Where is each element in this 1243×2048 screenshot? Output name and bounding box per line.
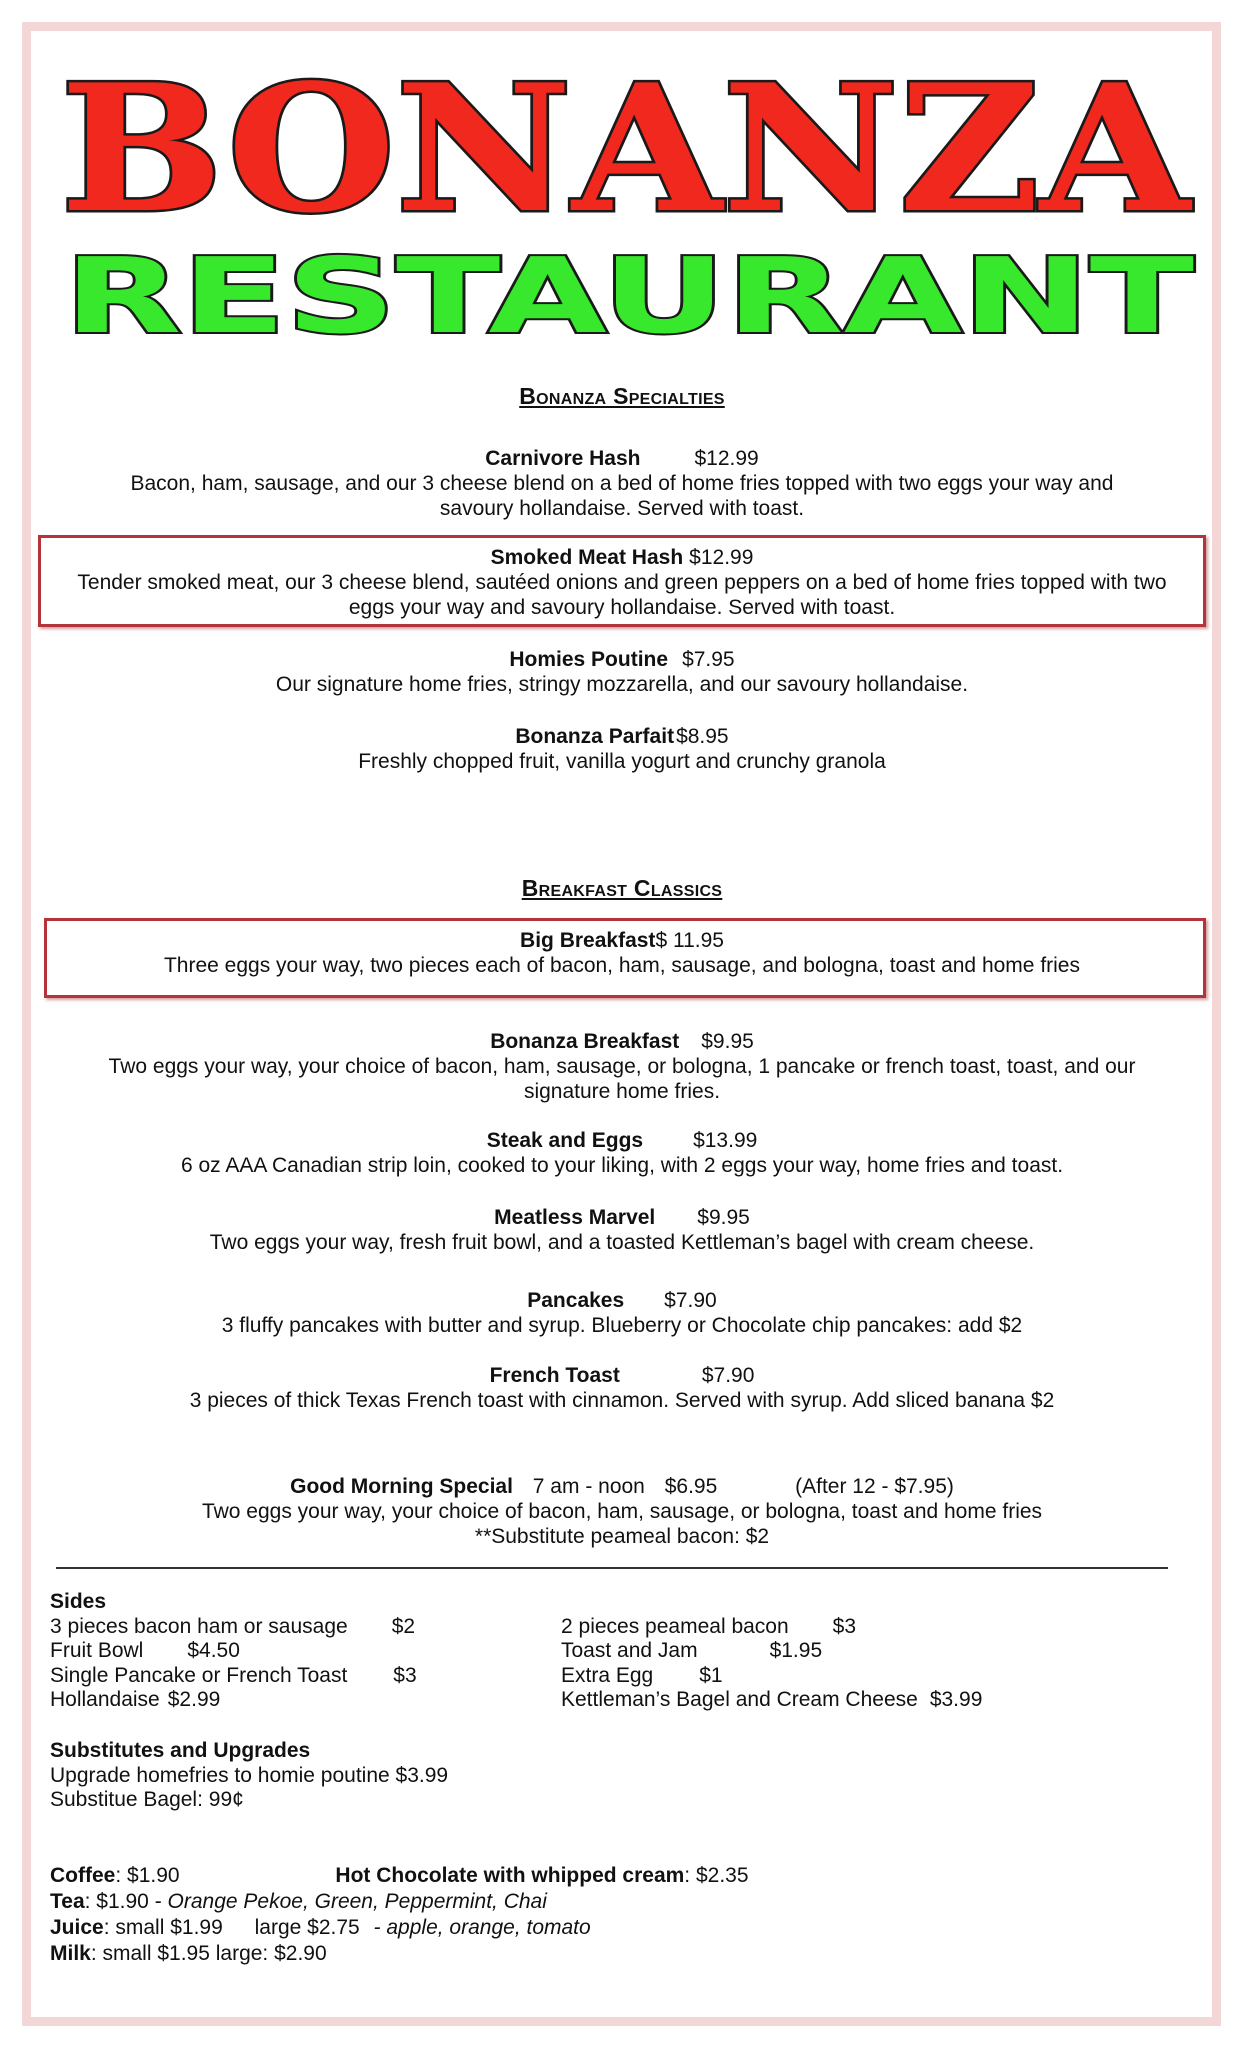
side-item: Single Pancake or French Toast $3 bbox=[50, 1663, 417, 1687]
item-description: Tender smoked meat, our 3 cheese blend, sautéed onions and green peppers on a bed of home fries topped with two eggs your way and savoury hollandaise. Served with toast. bbox=[77, 571, 1167, 619]
sides-section: Sides 3 pieces bacon ham or sausage $2 Fruit Bowl $4.50 Single Pancake or French Toast $3 Hollandaise $2.99 bbox=[50, 1590, 417, 1711]
menu-item: Steak and Eggs $13.99 6 oz AAA Canadian strip loin, cooked to your liking, with 2 eggs your way, home fries and toast. bbox=[40, 1128, 1204, 1178]
menu-item: Bonanza Breakfast $9.95 Two eggs your way, your choice of bacon, ham, sausage, or bologna, 1 pancake or french toast, toast, and our signature home fries. bbox=[40, 1029, 1204, 1104]
item-description: Bacon, ham, sausage, and our 3 cheese blend on a bed of home fries topped with two eggs your way and savoury hollandaise. Served with toast. bbox=[130, 472, 1114, 520]
substitutes-section: Substitutes and Upgrades Upgrade homefries to homie poutine $3.99 Substitue Bagel: 99¢ bbox=[50, 1739, 449, 1811]
side-item: Kettleman’s Bagel and Cream Cheese $3.99 bbox=[561, 1688, 983, 1711]
item-description: 3 fluffy pancakes with butter and syrup. Blueberry or Chocolate chip pancakes: add $2 bbox=[221, 1314, 1023, 1337]
menu-item: Carnivore Hash $12.99 Bacon, ham, sausage, and our 3 cheese blend on a bed of home fries topped with two eggs your way and savoury hollandaise. Served with toast. bbox=[40, 446, 1204, 521]
drinks-section bbox=[50, 1863, 749, 1967]
menu-item: French Toast $7.90 3 pieces of thick Texas French toast with cinnamon. Served with syrup. Add sliced banana $2 bbox=[40, 1363, 1204, 1413]
restaurant-logo bbox=[54, 244, 1204, 344]
section-title-classics: Breakfast Classics bbox=[521, 875, 723, 901]
item-description: Freshly chopped fruit, vanilla yogurt and crunchy granola bbox=[358, 750, 886, 773]
side-item: 2 pieces peameal bacon $3 bbox=[561, 1614, 857, 1638]
side-item: Toast and Jam $1.95 bbox=[561, 1639, 823, 1662]
menu-item: Big Breakfast$ 11.95 Three eggs your way, two pieces each of bacon, ham, sausage, and bologna, toast and home fries bbox=[40, 928, 1204, 978]
menu-item: Bonanza Parfait$8.95 Freshly chopped fruit, vanilla yogurt and crunchy granola bbox=[40, 724, 1204, 774]
item-description: Three eggs your way, two pieces each of bacon, ham, sausage, and bologna, toast and home fries bbox=[163, 954, 1080, 977]
item-description: Our signature home fries, stringy mozzarella, and our savoury hollandaise. bbox=[275, 673, 969, 696]
menu-item: Pancakes $7.90 3 fluffy pancakes with butter and syrup. Blueberry or Chocolate chip pancakes: add $2 bbox=[40, 1288, 1204, 1338]
tea-line: Tea: $1.90 - Orange Pekoe, Green, Peppermint, Chai bbox=[50, 1890, 547, 1913]
menu-item: Meatless Marvel $9.95 Two eggs your way, fresh fruit bowl, and a toasted Kettleman’s bagel with cream cheese. bbox=[40, 1205, 1204, 1255]
special-note: **Substitute peameal bacon: $2 bbox=[474, 1525, 770, 1548]
menu-item: Homies Poutine $7.95 Our signature home fries, stringy mozzarella, and our savoury hollandaise. bbox=[40, 647, 1204, 697]
good-morning-special: Good Morning Special 7 am - noon $6.95 (After 12 - $7.95) Two eggs your way, your choice of bacon, ham, sausage, or bologna, toast and home fries **Substitute peameal bacon: $2 bbox=[40, 1474, 1204, 1549]
bonanza-wordmark: BONANZA bbox=[60, 60, 1193, 230]
coffee-line: Coffee: $1.90 Hot Chocolate with whipped cream: $2.35 bbox=[50, 1864, 749, 1887]
item-description: 3 pieces of thick Texas French toast with cinnamon. Served with syrup. Add sliced banana $2 bbox=[189, 1389, 1055, 1412]
sides-right-column bbox=[561, 1615, 982, 1713]
juice-line: Juice: small $1.99 large $2.75 - apple, orange, tomato bbox=[50, 1916, 591, 1939]
item-description: Two eggs your way, fresh fruit bowl, and a toasted Kettleman’s bagel with cream cheese. bbox=[209, 1231, 1035, 1254]
side-item: 3 pieces bacon ham or sausage $2 bbox=[50, 1614, 416, 1638]
milk-line: Milk: small $1.95 large: $2.90 bbox=[50, 1942, 327, 1965]
side-item: Extra Egg $1 bbox=[561, 1663, 723, 1687]
bonanza-logo bbox=[50, 60, 1200, 230]
divider bbox=[56, 1567, 1168, 1569]
menu-item: Smoked Meat Hash $12.99 Tender smoked meat, our 3 cheese blend, sautéed onions and green peppers on a bed of home fries topped with two eggs your way and savoury hollandaise. Served with toast. bbox=[40, 545, 1204, 620]
item-description: Two eggs your way, your choice of bacon, ham, sausage, or bologna, 1 pancake or french toast, toast, and our signature home fries. bbox=[108, 1055, 1136, 1103]
restaurant-wordmark: RESTAURANT bbox=[64, 244, 1195, 344]
item-description: 6 oz AAA Canadian strip loin, cooked to your liking, with 2 eggs your way, home fries and toast. bbox=[180, 1154, 1064, 1177]
section-title-specialties: Bonanza Specialties bbox=[519, 383, 725, 409]
side-item: Hollandaise $2.99 bbox=[50, 1688, 221, 1711]
side-item: Fruit Bowl $4.50 bbox=[50, 1639, 240, 1662]
item-description: Two eggs your way, your choice of bacon, ham, sausage, or bologna, toast and home fries bbox=[201, 1500, 1043, 1523]
